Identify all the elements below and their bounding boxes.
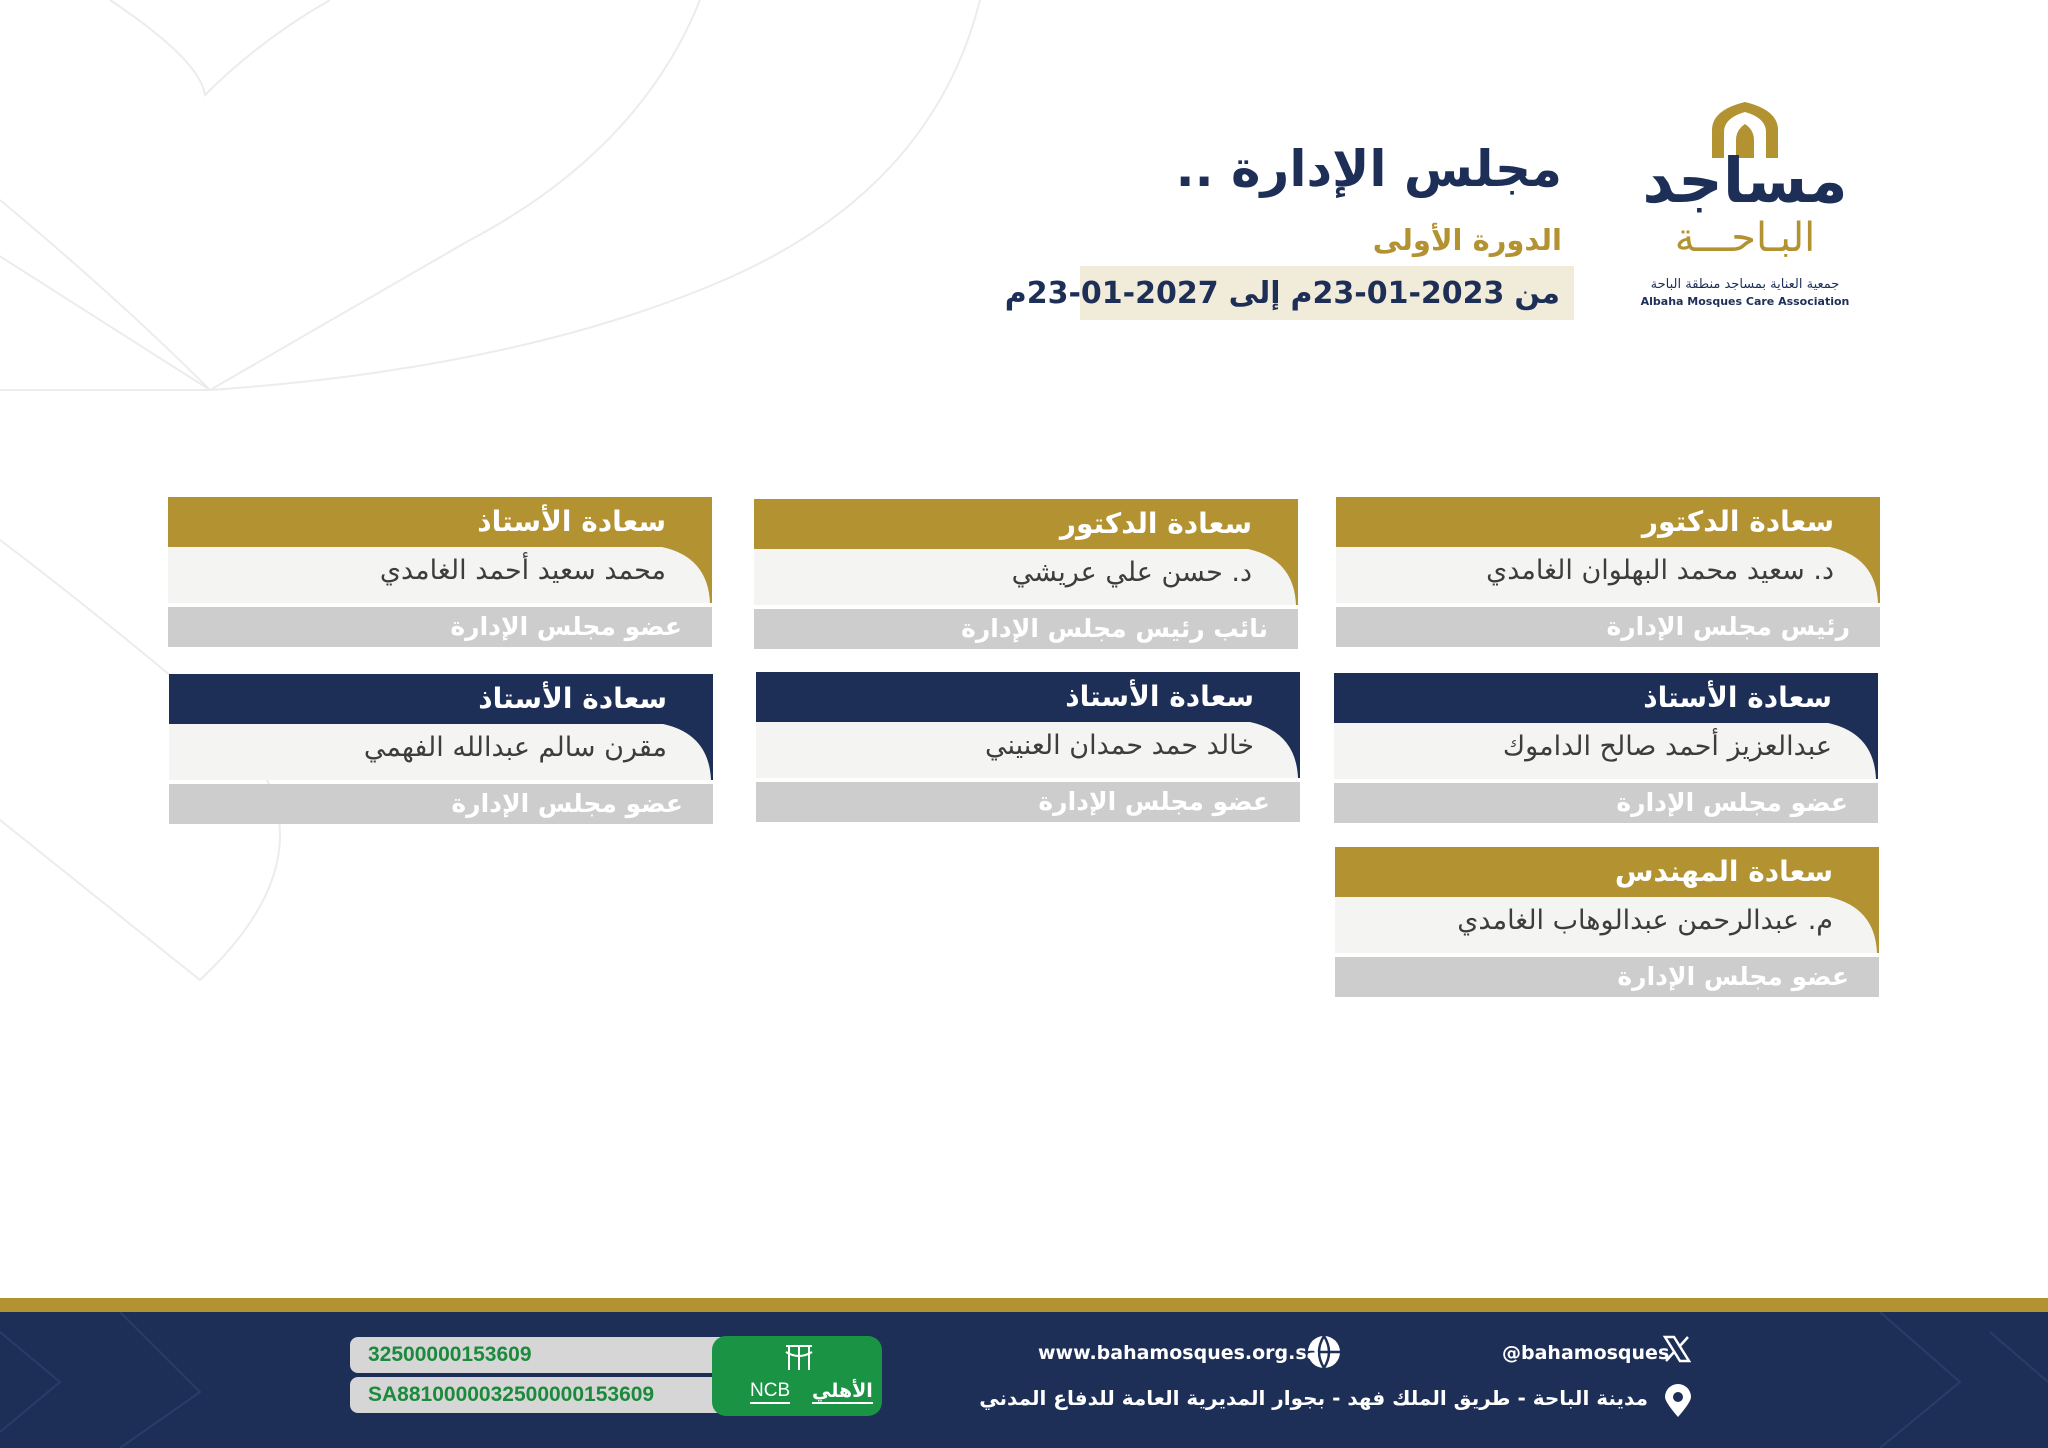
logo-word-masajid: مساجد bbox=[1642, 144, 1848, 217]
footer bbox=[0, 1312, 2048, 1448]
ncb-bank-logo bbox=[712, 1336, 882, 1416]
member-honorific: سعادة الأستاذ bbox=[477, 505, 666, 538]
ncb-palm-icon bbox=[782, 1342, 816, 1372]
member-role: عضو مجلس الإدارة bbox=[1616, 788, 1848, 817]
association-logo bbox=[1640, 100, 1860, 315]
logo-english-caption: Albaha Mosques Care Association bbox=[1640, 295, 1850, 308]
social-handle[interactable]: @bahamosques bbox=[1502, 1342, 1670, 1364]
member-role: عضو مجلس الإدارة bbox=[451, 789, 683, 818]
website-link[interactable]: www.bahamosques.org.sa bbox=[1038, 1342, 1320, 1364]
logo-word-albaha: البـاحـــة bbox=[1674, 215, 1816, 261]
footer-gold-band bbox=[0, 1298, 2048, 1312]
member-card bbox=[169, 674, 713, 824]
member-card bbox=[1336, 497, 1880, 647]
logo-arabic-caption: جمعية العناية بمساجد منطقة الباحة bbox=[1650, 277, 1840, 292]
period-to-label: إلى bbox=[1228, 275, 1281, 311]
page-title: مجلس الإدارة .. bbox=[1175, 140, 1562, 198]
period-from-date: 23-01-2023م bbox=[1290, 275, 1505, 311]
member-name: د. حسن علي عريشي bbox=[1011, 557, 1252, 588]
member-card bbox=[168, 497, 712, 647]
member-honorific: سعادة الدكتور bbox=[1641, 505, 1834, 538]
member-name: خالد حمد حمدان العنيني bbox=[984, 730, 1254, 761]
term-period bbox=[1004, 266, 1574, 320]
member-honorific: سعادة المهندس bbox=[1614, 855, 1833, 888]
bank-name-latin: NCB bbox=[750, 1380, 790, 1404]
member-name: مقرن سالم عبدالله الفهمي bbox=[363, 732, 667, 763]
member-honorific: سعادة الأستاذ bbox=[1643, 681, 1832, 714]
address: مدينة الباحة - طريق الملك فهد - بجوار المديرية العامة للدفاع المدني bbox=[979, 1386, 1648, 1410]
member-role: نائب رئيس مجلس الإدارة bbox=[961, 614, 1268, 643]
member-role: عضو مجلس الإدارة bbox=[1617, 962, 1849, 991]
member-role: رئيس مجلس الإدارة bbox=[1606, 612, 1850, 641]
bank-account-block bbox=[350, 1336, 880, 1416]
member-name: محمد سعيد أحمد الغامدي bbox=[379, 555, 666, 586]
member-card bbox=[754, 499, 1298, 649]
bank-name-arabic: الأهلي bbox=[812, 1380, 873, 1402]
member-card bbox=[1335, 847, 1879, 997]
member-name: عبدالعزيز أحمد صالح الداموك bbox=[1502, 731, 1832, 762]
term-subtitle: الدورة الأولى bbox=[1372, 223, 1562, 257]
member-card bbox=[756, 672, 1300, 822]
member-name: م. عبدالرحمن عبدالوهاب الغامدي bbox=[1457, 905, 1833, 936]
period-to-date: 23-01-2027م bbox=[1004, 275, 1219, 311]
member-honorific: سعادة الدكتور bbox=[1059, 507, 1252, 540]
member-role: عضو مجلس الإدارة bbox=[450, 612, 682, 641]
period-from-label: من bbox=[1514, 275, 1560, 311]
member-role: عضو مجلس الإدارة bbox=[1038, 787, 1270, 816]
member-card bbox=[1334, 673, 1878, 823]
member-name: د. سعيد محمد البهلوان الغامدي bbox=[1486, 555, 1834, 586]
member-honorific: سعادة الأستاذ bbox=[478, 682, 667, 715]
location-pin-icon bbox=[1664, 1384, 1692, 1422]
account-number: 32500000153609 bbox=[350, 1337, 750, 1373]
footer-pattern bbox=[0, 1312, 2048, 1448]
member-honorific: سعادة الأستاذ bbox=[1065, 680, 1254, 713]
iban: SA8810000032500000153609 bbox=[350, 1377, 750, 1413]
